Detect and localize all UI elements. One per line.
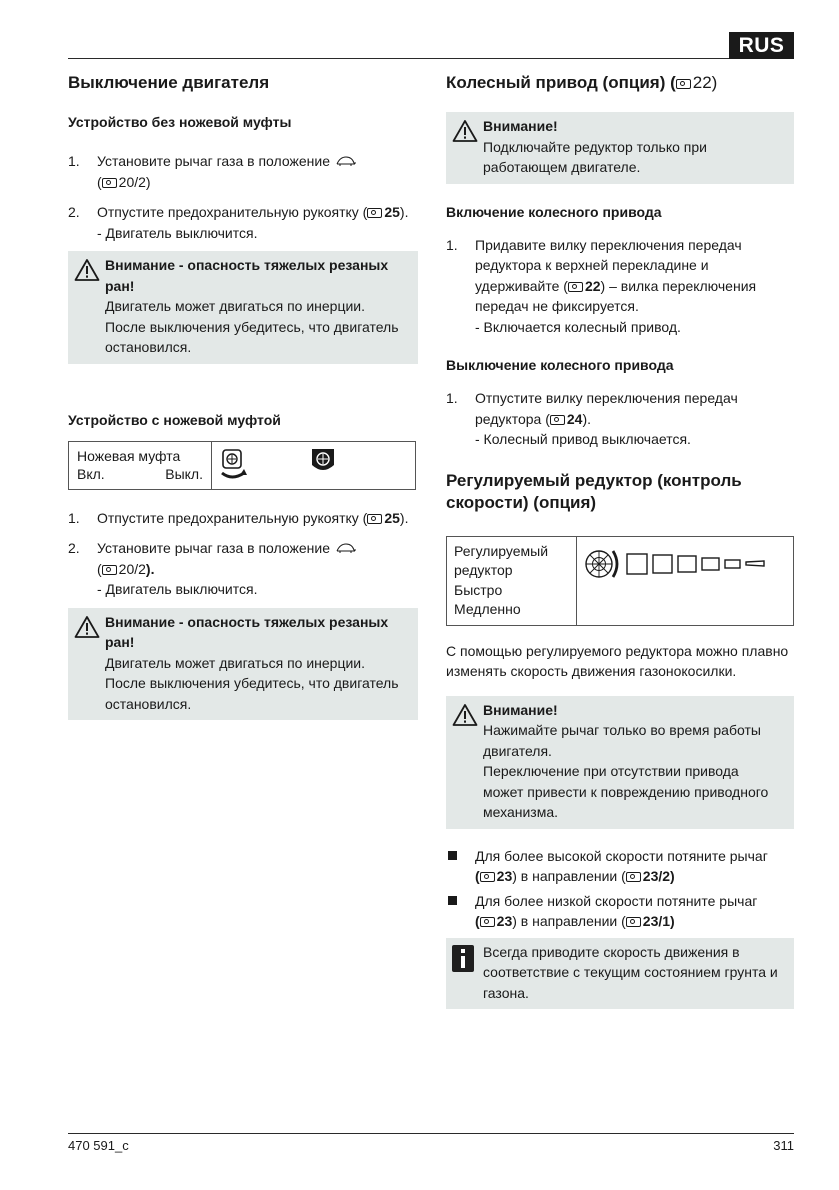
step-text: ) – вилка переключения	[600, 277, 757, 294]
description-line: изменять скорость движения газонокосилки.	[446, 663, 737, 679]
notice-line: может привести к повреждению приводного	[483, 783, 769, 800]
bullet-text: ) в направлении (	[512, 868, 626, 884]
footer-rule	[68, 1133, 794, 1134]
step-line: Придавите вилку переключения передач	[475, 236, 742, 253]
figure-ref-icon	[367, 514, 382, 524]
step-line	[475, 276, 794, 297]
speed-description	[446, 641, 794, 682]
warning-line: После выключения убедитесь, что двигатель	[105, 675, 399, 691]
step-number: 2.	[68, 204, 80, 220]
blade-clutch-icons-cell	[212, 441, 416, 489]
blade-clutch-on: Вкл.	[77, 465, 105, 482]
warning-triangle-icon	[452, 119, 478, 143]
figure-ref-icon	[626, 872, 641, 882]
blade-clutch-label-cell	[69, 441, 212, 489]
step-text: ).	[582, 410, 592, 427]
warning-line: Двигатель может двигаться по инерции.	[105, 298, 365, 314]
blade-clutch-table	[68, 441, 416, 490]
figure-ref-icon	[102, 178, 117, 188]
notice-line: Нажимайте рычаг только во время работы	[483, 722, 761, 738]
speed-table	[446, 536, 794, 626]
warning-title: Внимание - опасность тяжелых резаных ран!	[105, 257, 389, 294]
info-line: соответствие с текущим состоянием грунта и	[483, 964, 778, 980]
step-number: 1.	[446, 236, 458, 253]
speed-label: Регулируемый	[454, 542, 549, 559]
step-line: Отпустите вилку переключения передач	[475, 390, 738, 406]
title-line: скорости) (опция)	[446, 492, 597, 512]
title-text: Колесный привод (опция) (	[446, 73, 676, 92]
warning-line: остановился.	[105, 339, 192, 355]
step-line: редуктора к верхней перекладине и	[475, 257, 709, 273]
step-line: передач не фиксируется.	[475, 298, 639, 314]
figure-ref-icon	[480, 872, 495, 882]
blade-clutch-off-icon	[309, 447, 337, 475]
warning-box	[68, 251, 418, 364]
notice-line: двигателя.	[483, 742, 552, 759]
figure-ref: 22	[584, 277, 601, 294]
step-result: - Колесный привод выключается.	[475, 431, 691, 447]
blade-clutch-off: Выкл.	[165, 465, 203, 482]
document-id: 470 591_c	[68, 1138, 129, 1153]
step-text: Установите рычаг газа в положение	[97, 540, 330, 556]
step-number: 2.	[68, 540, 80, 556]
step-1	[68, 508, 418, 529]
figure-ref: 23	[496, 913, 513, 929]
description-line: С помощью регулируемого редуктора можно плавно	[446, 642, 789, 659]
warning-triangle-icon	[452, 703, 478, 727]
subheading-with-blade-clutch: Устройство с ножевой муфтой	[68, 411, 281, 428]
speed-scale-icon	[584, 547, 779, 583]
section-title-wheel-drive	[446, 72, 794, 94]
blade-clutch-label: Ножевая муфта	[77, 447, 181, 464]
step-text: Установите рычаг газа в положение	[97, 153, 330, 169]
step-1	[446, 388, 794, 450]
page-number: 311	[773, 1138, 794, 1153]
step-2: 2. Установите рычаг газа в положение ( 20/2). - Двигатель выключится.	[68, 538, 418, 600]
section-title-speed-control	[446, 470, 794, 514]
step-text: Отпустите предохранительную рукоятку (	[97, 204, 368, 220]
step-line	[475, 409, 794, 430]
warning-triangle-icon	[74, 615, 100, 639]
step-text: редуктора (	[475, 410, 550, 427]
step-number: 1.	[68, 509, 80, 526]
figure-ref: 25	[384, 509, 400, 526]
subheading-no-blade-clutch: Устройство без ножевой муфты	[68, 114, 292, 130]
turtle-slow-icon	[334, 542, 358, 554]
speed-label: редуктор	[454, 562, 513, 578]
bullet-line	[475, 911, 794, 932]
step-2	[68, 202, 418, 243]
step-text-close: ).	[399, 204, 409, 220]
info-line: газона.	[483, 984, 529, 1001]
warning-box	[68, 608, 418, 721]
figure-ref: 20/2	[118, 173, 146, 190]
speed-label-cell	[447, 536, 577, 625]
title-close: )	[711, 73, 718, 92]
notice-line: Подключайте редуктор только при	[483, 138, 707, 155]
notice-line: Переключение при отсутствии привода	[483, 763, 739, 779]
language-tab: RUS	[729, 32, 794, 59]
step-text: удерживайте (	[475, 277, 568, 294]
warning-triangle-icon	[74, 258, 100, 282]
figure-ref: 24	[566, 410, 583, 427]
bullet-item	[446, 891, 794, 932]
bullet-square-icon	[448, 896, 457, 905]
bullet-text: )	[670, 913, 675, 929]
info-line: Всегда приводите скорость движения в	[483, 943, 740, 960]
bullet-item	[446, 846, 794, 887]
warning-title: Внимание - опасность тяжелых резаных ран!	[105, 613, 389, 650]
turtle-slow-icon	[334, 155, 358, 167]
speed-fast-slow: Быстро Медленно	[454, 581, 521, 617]
speed-icons-cell	[577, 536, 794, 625]
step-text: Отпустите предохранительную рукоятку (	[97, 509, 368, 526]
figure-ref-icon	[568, 282, 583, 292]
step-result: - Двигатель выключится.	[97, 224, 258, 241]
bullet-line	[475, 866, 794, 887]
figure-ref: 22	[692, 73, 712, 92]
figure-ref-icon	[676, 79, 691, 89]
blade-clutch-states	[77, 465, 203, 483]
bullet-text: (	[475, 868, 480, 884]
bullet-text: ) в направлении (	[512, 913, 626, 929]
notice-line: механизма.	[483, 804, 559, 820]
step-text-close: ).	[399, 509, 409, 526]
step-number: 1.	[446, 390, 458, 406]
notice-title: Внимание!	[483, 701, 558, 718]
figure-ref: 25	[384, 204, 400, 220]
bullet-line: Для более низкой скорости потяните рычаг	[475, 892, 758, 909]
warning-line: После выключения убедитесь, что двигатель	[105, 318, 399, 335]
bullet-text: (	[475, 913, 480, 929]
notice-title: Внимание!	[483, 118, 558, 134]
figure-ref: 20/2	[118, 560, 146, 577]
step-1	[446, 235, 794, 338]
bullet-square-icon	[448, 851, 457, 860]
notice-line: работающем двигателе.	[483, 159, 641, 175]
figure-ref-icon	[367, 208, 382, 218]
info-box	[446, 938, 794, 1010]
subheading-disengage-drive: Выключение колесного привода	[446, 357, 674, 373]
warning-line: Двигатель может двигаться по инерции.	[105, 654, 365, 671]
figure-ref: 23/1	[642, 913, 671, 929]
step-1: 1. Установите рычаг газа в положение ( 20/2)	[68, 151, 418, 192]
blade-clutch-on-icon	[218, 448, 252, 482]
step-result: - Включается колесный привод.	[475, 318, 681, 335]
figure-ref-icon	[626, 917, 641, 927]
step-text-close: ).	[145, 560, 155, 577]
bullet-text: )	[670, 868, 675, 884]
figure-ref-icon	[550, 415, 565, 425]
figure-ref: 23	[496, 868, 513, 884]
notice-box	[446, 112, 794, 184]
left-column	[68, 70, 418, 720]
step-number: 1.	[68, 153, 80, 169]
right-column	[446, 70, 794, 1009]
section-title-engine-off: Выключение двигателя	[68, 73, 270, 92]
header-rule	[68, 58, 794, 59]
figure-ref: 23/2	[642, 868, 671, 884]
info-icon	[452, 945, 474, 972]
warning-line: остановился.	[105, 695, 192, 712]
title-line: Регулируемый редуктор (контроль	[446, 470, 742, 490]
notice-box	[446, 696, 794, 829]
figure-ref-icon	[480, 917, 495, 927]
step-result: - Двигатель выключится.	[97, 581, 258, 597]
subheading-engage-drive: Включение колесного привода	[446, 203, 662, 220]
figure-ref-icon	[102, 565, 117, 575]
bullet-line: Для более высокой скорости потяните рычаг	[475, 847, 768, 864]
